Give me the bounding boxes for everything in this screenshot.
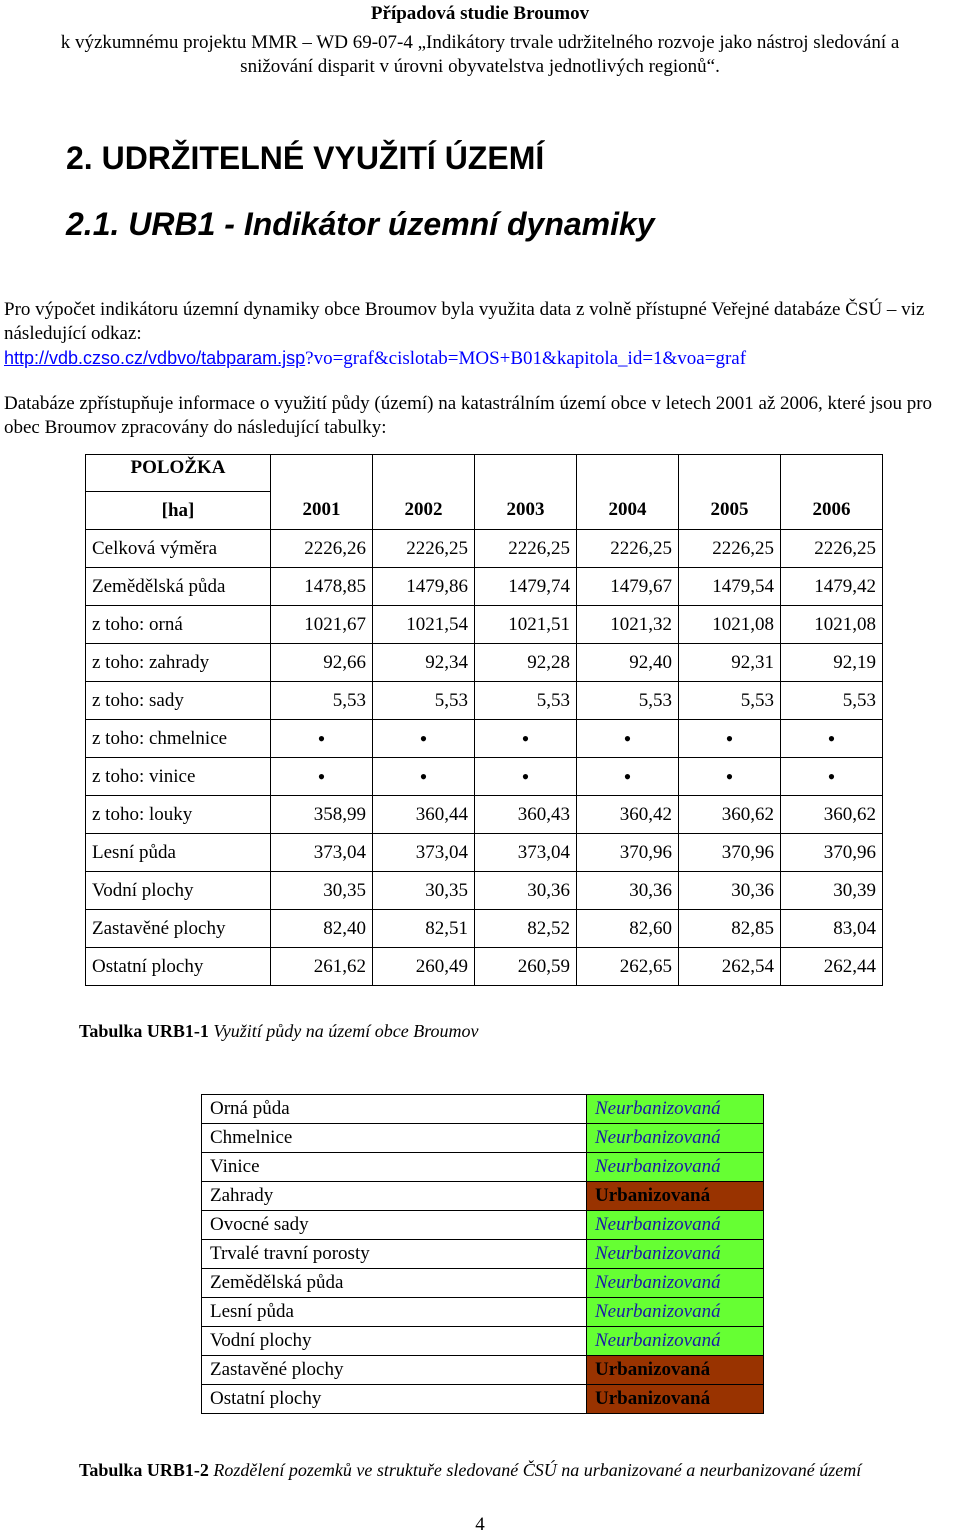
table-cell: 360,42 [577,796,679,834]
header-year: 2001 [271,492,373,530]
table-cell: • [475,758,577,796]
land-type-label: Chmelnice [202,1124,587,1153]
land-type-label: Orná půda [202,1095,587,1124]
table-cell: 360,62 [781,796,883,834]
land-type-label: Ostatní plochy [202,1385,587,1414]
table-cell: 2226,25 [373,530,475,568]
urbanized-badge: Urbanizovaná [587,1182,764,1211]
table-cell: 1021,67 [271,606,373,644]
table-row [86,530,883,568]
table-cell: 92,34 [373,644,475,682]
non-urbanized-badge: Neurbanizovaná [587,1124,764,1153]
table-row [86,644,883,682]
table-row [86,910,883,948]
table2-caption [79,1460,861,1481]
table-cell: • [781,758,883,796]
header-line-3: snižování disparit v úrovni obyvatelstva jednotlivých regionů“. [240,56,720,77]
table-cell: 1478,85 [271,568,373,606]
table-cell: 370,96 [679,834,781,872]
land-type-label: Zastavěné plochy [202,1356,587,1385]
land-type-label: Vodní plochy [202,1327,587,1356]
table-cell: 373,04 [475,834,577,872]
table-row [86,948,883,986]
row-label: Zemědělská půda [86,568,271,606]
table-cell: 1021,08 [679,606,781,644]
table-cell: 1479,54 [679,568,781,606]
table-cell: 30,35 [373,872,475,910]
table-cell: 5,53 [781,682,883,720]
land-type-label: Trvalé travní porosty [202,1240,587,1269]
table-cell: 2226,25 [781,530,883,568]
table-cell: 30,36 [475,872,577,910]
table-cell: 92,28 [475,644,577,682]
table-cell: 5,53 [577,682,679,720]
table-cell: 82,40 [271,910,373,948]
table-row [86,606,883,644]
table-cell: 5,53 [271,682,373,720]
table-cell: • [373,758,475,796]
table-row [86,872,883,910]
table-row [202,1240,764,1269]
header-polozka: POLOŽKA [86,455,271,492]
table-cell: 360,43 [475,796,577,834]
table2-caption-text: Rozdělení pozemků ve struktuře sledované ČSÚ na urbanizované a neurbanizované území [213,1460,862,1480]
table-cell: 2226,25 [475,530,577,568]
table-row [202,1211,764,1240]
table-cell: 1479,86 [373,568,475,606]
table-cell: 1479,42 [781,568,883,606]
table-cell: 92,31 [679,644,781,682]
table-cell: 30,36 [577,872,679,910]
table-cell: • [679,758,781,796]
table-cell: 262,44 [781,948,883,986]
table-cell: 1021,08 [781,606,883,644]
table-row [86,796,883,834]
table-row [202,1095,764,1124]
non-urbanized-badge: Neurbanizovaná [587,1153,764,1182]
table-cell: 2226,25 [577,530,679,568]
table-cell: 92,66 [271,644,373,682]
table-row [202,1182,764,1211]
intro-paragraph [4,298,956,371]
row-label: z toho: vinice [86,758,271,796]
table-cell: 1479,74 [475,568,577,606]
non-urbanized-badge: Neurbanizovaná [587,1298,764,1327]
row-label: Ostatní plochy [86,948,271,986]
table-cell: 261,62 [271,948,373,986]
table-cell: 5,53 [475,682,577,720]
table-cell: 1021,51 [475,606,577,644]
urbanization-table [201,1094,764,1414]
table-cell: 1021,54 [373,606,475,644]
row-label: Lesní půda [86,834,271,872]
header-line-2: k výzkumnému projektu MMR – WD 69-07-4 „Indikátory trvale udržitelného rozvoje jako nástroj sledování a [60,32,900,53]
header-year: 2004 [577,492,679,530]
table-row [86,834,883,872]
table-row [86,758,883,796]
table-cell: • [373,720,475,758]
table-row [86,720,883,758]
table-row [202,1269,764,1298]
row-label: z toho: chmelnice [86,720,271,758]
land-type-label: Ovocné sady [202,1211,587,1240]
non-urbanized-badge: Neurbanizovaná [587,1269,764,1298]
urbanized-badge: Urbanizovaná [587,1356,764,1385]
header-empty [475,455,577,492]
csu-link[interactable]: http://vdb.czso.cz/vdbvo/tabparam.jsp [4,348,306,368]
header-year: 2006 [781,492,883,530]
header-year: 2005 [679,492,781,530]
header-empty [373,455,475,492]
table-cell: 373,04 [271,834,373,872]
table-cell: 92,19 [781,644,883,682]
table-cell: 82,52 [475,910,577,948]
table-cell: 2226,25 [679,530,781,568]
non-urbanized-badge: Neurbanizovaná [587,1095,764,1124]
table-cell: 260,49 [373,948,475,986]
table-cell: 373,04 [373,834,475,872]
table-cell: 83,04 [781,910,883,948]
table2-caption-label: Tabulka URB1-2 [79,1460,209,1480]
table-cell: • [271,758,373,796]
section-subheading: 2.1. URB1 - Indikátor územní dynamiky [66,206,655,242]
row-label: Zastavěné plochy [86,910,271,948]
table-row [202,1124,764,1153]
table-cell: 82,51 [373,910,475,948]
row-label: Celková výměra [86,530,271,568]
table1-caption-label: Tabulka URB1-1 [79,1021,209,1041]
land-type-label: Zahrady [202,1182,587,1211]
row-label: z toho: sady [86,682,271,720]
row-label: z toho: louky [86,796,271,834]
table-cell: • [679,720,781,758]
urbanized-badge: Urbanizovaná [587,1385,764,1414]
table-row [202,1385,764,1414]
table-cell: 360,44 [373,796,475,834]
header-empty [679,455,781,492]
land-type-label: Vinice [202,1153,587,1182]
land-type-label: Zemědělská půda [202,1269,587,1298]
table-cell: 260,59 [475,948,577,986]
non-urbanized-badge: Neurbanizovaná [587,1240,764,1269]
table-cell: • [475,720,577,758]
table-row [202,1298,764,1327]
table-cell: 370,96 [781,834,883,872]
header-year: 2002 [373,492,475,530]
header-year: 2003 [475,492,577,530]
table-row [202,1153,764,1182]
table-cell: 1021,32 [577,606,679,644]
table-cell: • [577,720,679,758]
table-row [202,1327,764,1356]
table-cell: 5,53 [679,682,781,720]
table-cell: 30,36 [679,872,781,910]
table-cell: 82,60 [577,910,679,948]
land-type-label: Lesní půda [202,1298,587,1327]
table-cell: 262,54 [679,948,781,986]
header-empty [577,455,679,492]
table-cell: 1479,67 [577,568,679,606]
table-cell: 360,62 [679,796,781,834]
page-number: 4 [475,1514,485,1535]
section-heading: 2. UDRŽITELNÉ VYUŽITÍ ÚZEMÍ [66,140,545,176]
row-label: z toho: zahrady [86,644,271,682]
database-paragraph: Databáze zpřístupňuje informace o využití půdy (území) na katastrálním území obce v letech 2001 až 2006, které jsou pro obec Broumov zpracovány do následující tabulky: [4,393,933,438]
table-cell: • [271,720,373,758]
table-cell: 262,65 [577,948,679,986]
csu-link-query[interactable]: ?vo=graf&cislotab=MOS+B01&kapitola_id=1&voa=graf [305,348,747,369]
table-row [86,568,883,606]
row-label: z toho: orná [86,606,271,644]
table-cell: 358,99 [271,796,373,834]
table1-caption [79,1021,479,1042]
table-cell: 2226,26 [271,530,373,568]
table-cell: • [577,758,679,796]
table-cell: 92,40 [577,644,679,682]
header-empty [271,455,373,492]
non-urbanized-badge: Neurbanizovaná [587,1327,764,1356]
intro-text: Pro výpočet indikátoru územní dynamiky obce Broumov byla využita data z volně přístupné Veřejné databáze ČSÚ – viz následující odkaz: [4,299,925,344]
table-cell: 30,39 [781,872,883,910]
table-cell: 5,53 [373,682,475,720]
table-row [86,682,883,720]
header-unit: [ha] [86,492,271,530]
header-title: Případová studie Broumov [370,3,590,24]
table-cell: 30,35 [271,872,373,910]
table1-caption-text: Využití půdy na území obce Broumov [213,1021,479,1041]
land-use-table [85,454,883,986]
header-empty [781,455,883,492]
table-cell: 82,85 [679,910,781,948]
table-row [202,1356,764,1385]
non-urbanized-badge: Neurbanizovaná [587,1211,764,1240]
table-cell: 370,96 [577,834,679,872]
table-cell: • [781,720,883,758]
row-label: Vodní plochy [86,872,271,910]
